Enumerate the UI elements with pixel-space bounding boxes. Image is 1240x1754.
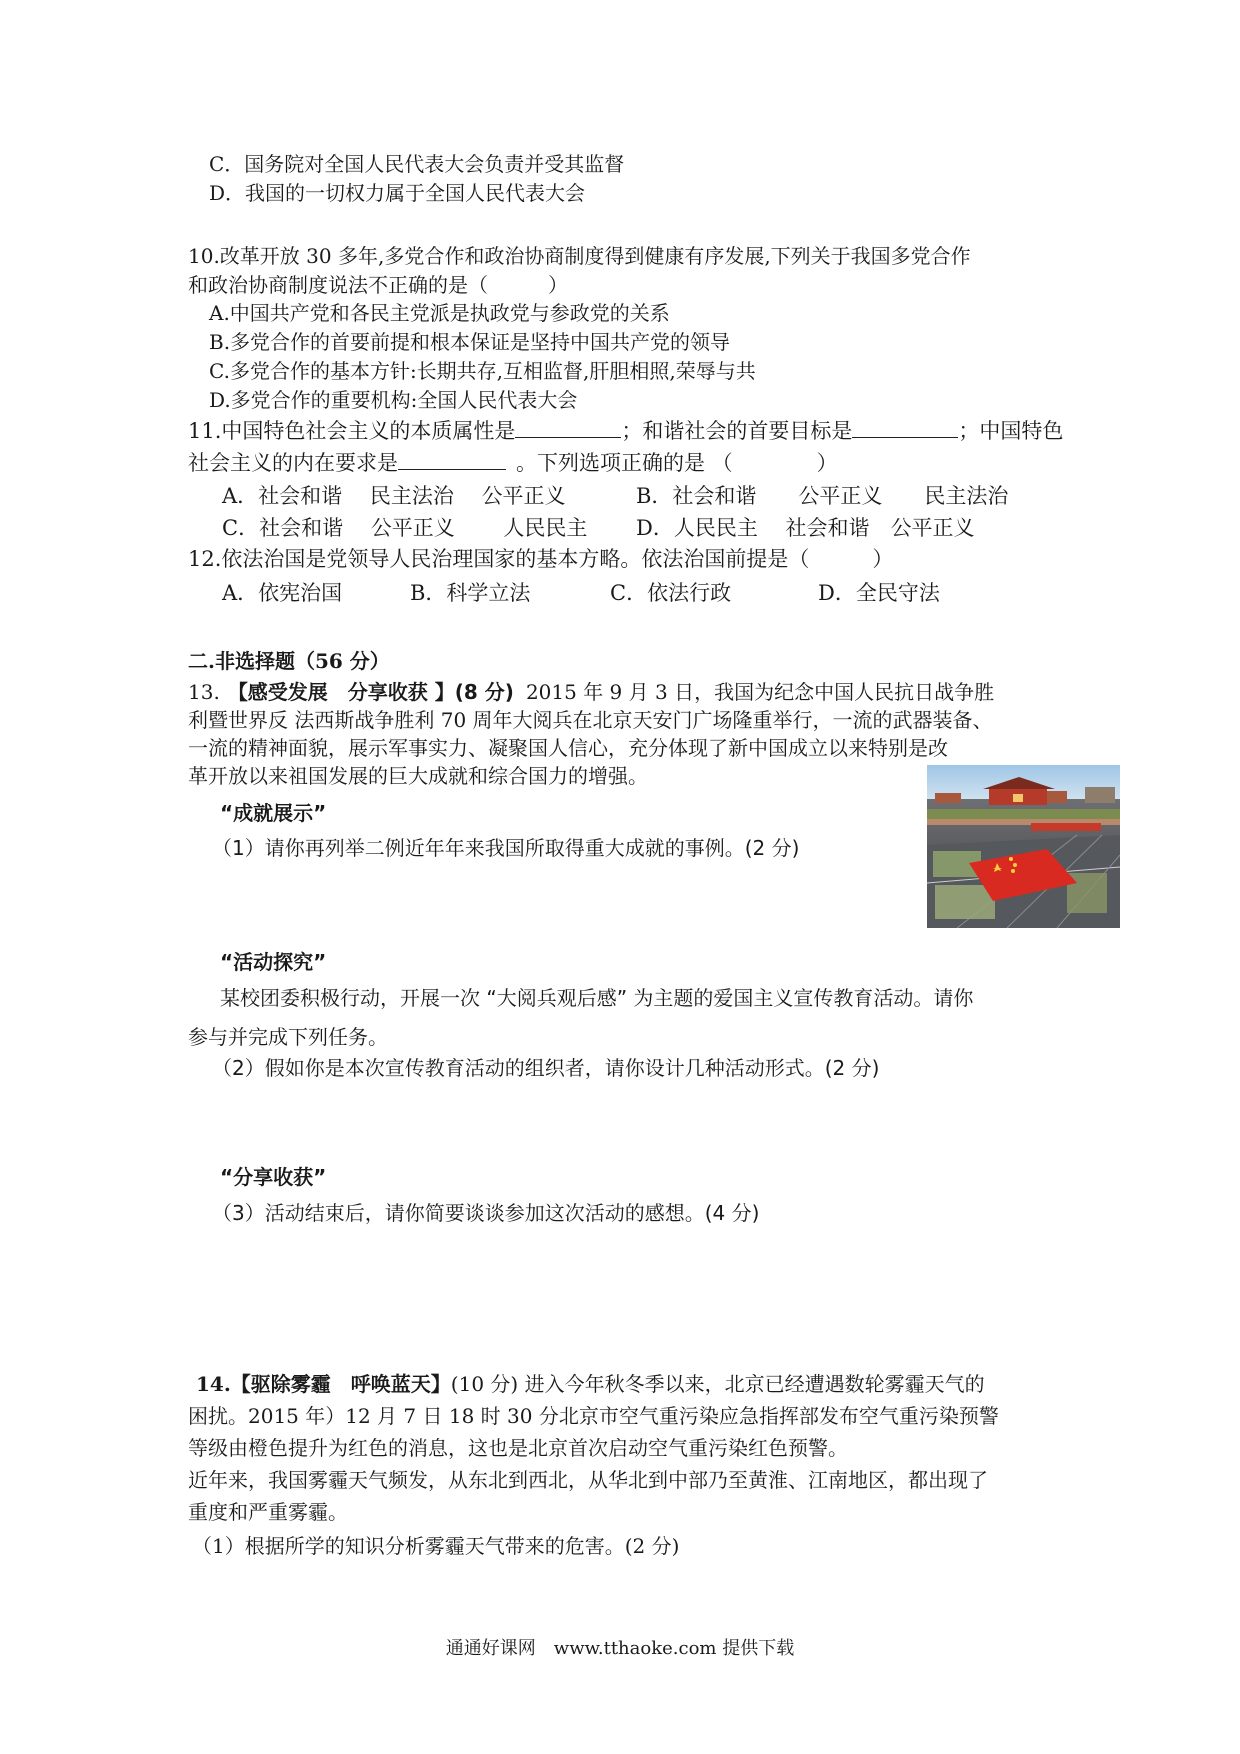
q13-sub3-question: （3）活动结束后，请你简要谈谈参加这次活动的感想。(4 分): [212, 1201, 760, 1225]
q14-sub1-question: （1）根据所学的知识分析雾霾天气带来的危害。(2 分): [192, 1534, 680, 1558]
q13-sub2-intro-line1: 某校团委积极行动，开展一次 “大阅兵观后感” 为主题的爱国主义宣传教育活动。请你: [220, 986, 974, 1010]
q13-sub1-title: “成就展示”: [220, 801, 327, 825]
q10-option-d: D.多党合作的重要机构:全国人民代表大会: [209, 388, 578, 412]
q10-option-a: A.中国共产党和各民主党派是执政党与参政党的关系: [209, 301, 670, 325]
q14-heading: 【驱除雾霾 呼唤蓝天】: [230, 1372, 451, 1396]
q14-line4: 近年来，我国雾霾天气频发，从东北到西北，从华北到中部乃至黄淮、江南地区，都出现了: [188, 1468, 988, 1492]
q13-line1-rest: 2015 年 9 月 3 日，我国为纪念中国人民抗日战争胜: [525, 680, 995, 704]
q14-number: 14.: [196, 1372, 231, 1396]
q11-text-5: 。下列选项正确的是 （ ）: [516, 451, 838, 475]
q11-text-3: ；中国特色: [958, 419, 1064, 443]
q11-option-b: B．社会和谐 公平正义 民主法治: [636, 484, 1009, 508]
q10-stem-line1: 10.改革开放 30 多年,多党合作和政治协商制度得到健康有序发展,下列关于我国多党合作: [188, 244, 971, 268]
q13-heading: 【感受发展 分享收获 】(8 分): [227, 680, 514, 704]
q10-stem-line2: 和政治协商制度说法不正确的是（ ）: [188, 273, 568, 297]
q13-sub2-title: “活动探究”: [220, 950, 327, 974]
q9-option-d: D．我国的一切权力属于全国人民代表大会: [209, 181, 586, 205]
q12-option-d: D．全民守法: [818, 581, 940, 605]
military-parade-photo: [927, 765, 1120, 928]
q14-line2: 困扰。2015 年）12 月 7 日 18 时 30 分北京市空气重污染应急指挥部发布空气重污染预警: [188, 1404, 999, 1428]
q13-number: 13.: [188, 680, 220, 704]
q13-line4: 革开放以来祖国发展的巨大成就和综合国力的增强。: [188, 764, 648, 788]
footer-credit: 通通好课网 www.tthaoke.com 提供下载: [445, 1638, 795, 1659]
q11-text-4: 社会主义的内在要求是: [188, 451, 398, 475]
q13-sub2-intro-line2: 参与并完成下列任务。: [188, 1025, 388, 1049]
q13-line2: 利暨世界反 法西斯战争胜利 70 周年大阅兵在北京天安门广场隆重举行，一流的武器装备、: [188, 708, 993, 732]
q13-line3: 一流的精神面貌，展示军事实力、凝聚国人信心，充分体现了新中国成立以来特别是改: [188, 736, 948, 760]
q11-option-d: D．人民民主 社会和谐 公平正义: [636, 516, 975, 540]
section-title: 二.非选择题（56 分）: [188, 649, 390, 673]
q10-option-b: B.多党合作的首要前提和根本保证是坚持中国共产党的领导: [209, 330, 731, 354]
q12-stem: 12.依法治国是党领导人民治理国家的基本方略。依法治国前提是（ ）: [188, 547, 894, 571]
q11-stem-line2: [188, 450, 838, 476]
q11-option-a: A．社会和谐 民主法治 公平正义: [222, 484, 566, 508]
q11-option-c: C．社会和谐 公平正义 人民民主: [222, 516, 588, 540]
q11-text-1: 11.中国特色社会主义的本质属性是: [188, 419, 516, 443]
q10-option-c: C.多党合作的基本方针:长期共存,互相监督,肝胆相照,荣辱与共: [209, 359, 756, 383]
q11-text-2: ；和谐社会的首要目标是: [621, 419, 853, 443]
q11-blank-2[interactable]: [852, 419, 958, 438]
q12-option-a: A．依宪治国: [222, 581, 343, 605]
q11-blank-1[interactable]: [515, 419, 621, 438]
q12-option-b: B．科学立法: [410, 581, 531, 605]
q12-option-c: C．依法行政: [610, 581, 732, 605]
q9-option-c: C．国务院对全国人民代表大会负责并受其监督: [209, 152, 625, 176]
q14-line1: [196, 1371, 985, 1397]
q13-sub3-title: “分享收获”: [220, 1165, 327, 1189]
q14-line5: 重度和严重雾霾。: [188, 1500, 348, 1524]
q13-line1: [188, 679, 994, 705]
q11-stem-line1: [188, 418, 1063, 444]
q13-sub2-question: （2）假如你是本次宣传教育活动的组织者，请你设计几种活动形式。(2 分): [212, 1056, 880, 1080]
q14-line1-rest: (10 分) 进入今年秋冬季以来，北京已经遭遇数轮雾霾天气的: [450, 1372, 985, 1396]
q11-blank-3[interactable]: [398, 451, 506, 470]
q14-line3: 等级由橙色提升为红色的消息，这也是北京首次启动空气重污染红色预警。: [188, 1436, 848, 1460]
q13-sub1-question: （1）请你再列举二例近年年来我国所取得重大成就的事例。(2 分): [212, 836, 800, 860]
